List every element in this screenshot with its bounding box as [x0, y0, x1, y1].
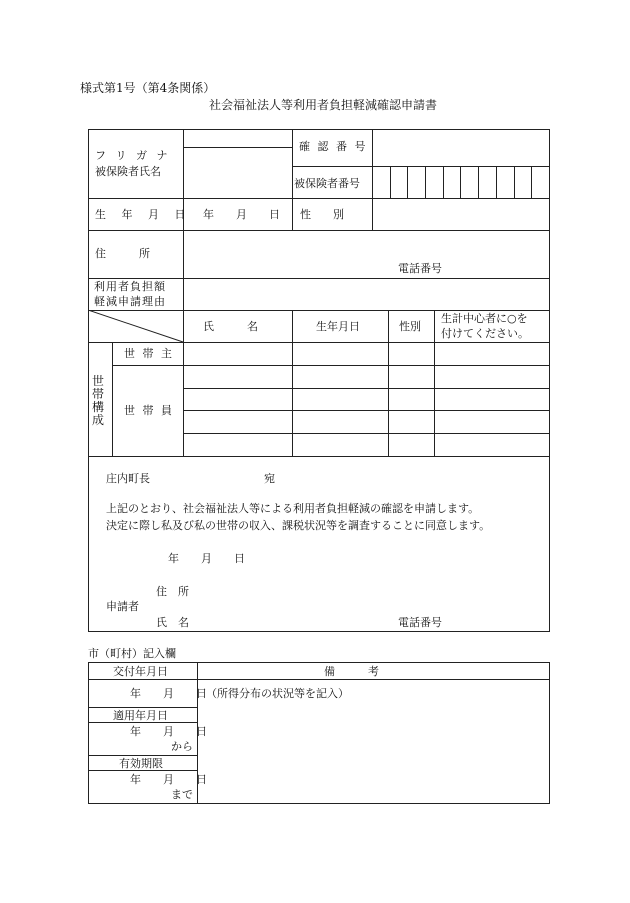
applicant-address-label: 住 所 [156, 585, 189, 598]
insured-name-label: 被保険者氏名 [95, 165, 161, 178]
col-main-header-line2: 付けてください。 [441, 327, 529, 340]
sex-label: 性 別 [300, 208, 344, 221]
address-field[interactable] [184, 231, 549, 278]
householder-label: 世 帯 主 [124, 347, 174, 360]
statement-line1: 上記のとおり、社会福祉法人等による利用者負担軽減の確認を申請します。 [106, 502, 480, 515]
remarks-note: （所得分布の状況等を記入） [206, 687, 349, 700]
furigana-label: フ リ ガ ナ [95, 149, 171, 162]
issue-date-header: 交付年月日 [113, 665, 168, 678]
householder-row[interactable] [184, 343, 549, 365]
reason-label-line2: 軽減申請理由 [94, 295, 166, 308]
applicant-name-label: 氏 名 [156, 616, 189, 629]
form-title: 社会福祉法人等利用者負担軽減確認申請書 [209, 98, 438, 112]
col-sex-header: 性別 [399, 320, 421, 333]
form-number: 様式第1号（第4条関係） [80, 81, 216, 95]
office-heading: 市（町村）記入欄 [88, 647, 176, 660]
furigana-field[interactable] [184, 130, 291, 147]
reason-field[interactable] [184, 279, 549, 310]
member-row[interactable] [184, 389, 549, 410]
valid-period-label: 有効期限 [119, 757, 163, 770]
diagonal-divider [88, 310, 184, 343]
col-name-header: 氏 名 [203, 320, 258, 333]
member-label: 世 帯 員 [124, 404, 174, 417]
confirmation-no-field[interactable] [373, 130, 549, 166]
member-row[interactable] [184, 411, 549, 433]
apply-date-label: 適用年月日 [113, 709, 168, 722]
insured-name-field[interactable] [184, 148, 291, 198]
col-main-header-line1: 生計中心者に○を [441, 312, 528, 325]
sex-field[interactable] [373, 199, 549, 230]
birth-date-label: 生 年 月 日 [95, 208, 192, 221]
reason-label-line1: 利用者負担額 [94, 280, 166, 293]
confirmation-no-label: 確 認 番 号 [299, 140, 368, 153]
applicant-phone-label: 電話番号 [398, 616, 442, 629]
household-vertical-label: 世帯構成 [92, 374, 105, 427]
address-label: 住 所 [95, 247, 150, 260]
member-row[interactable] [184, 366, 549, 388]
remarks-field[interactable] [198, 680, 549, 803]
issue-date-value: 年 月 日 [130, 687, 207, 700]
insured-no-field[interactable] [373, 167, 549, 198]
birth-date-value: 年 月 日 [203, 208, 280, 221]
remarks-header: 備 考 [324, 665, 379, 678]
phone-label: 電話番号 [398, 262, 442, 275]
insured-no-label: 被保険者番号 [294, 177, 360, 190]
statement-line2: 決定に際し私及び私の世帯の収入、課税状況等を調査することに同意します。 [106, 519, 491, 532]
birth-date-field[interactable] [184, 199, 291, 230]
applicant-label: 申請者 [106, 600, 139, 613]
statement-date: 年 月 日 [168, 552, 245, 565]
apply-from-label: から [171, 740, 193, 753]
addressee: 庄内町長 [106, 472, 150, 485]
apply-date-value: 年 月 日 [130, 725, 207, 738]
valid-date-value: 年 月 日 [130, 773, 207, 786]
col-birth-header: 生年月日 [316, 320, 360, 333]
valid-until-label: まで [171, 788, 193, 801]
honorific: 宛 [264, 472, 275, 485]
member-row[interactable] [184, 434, 549, 456]
